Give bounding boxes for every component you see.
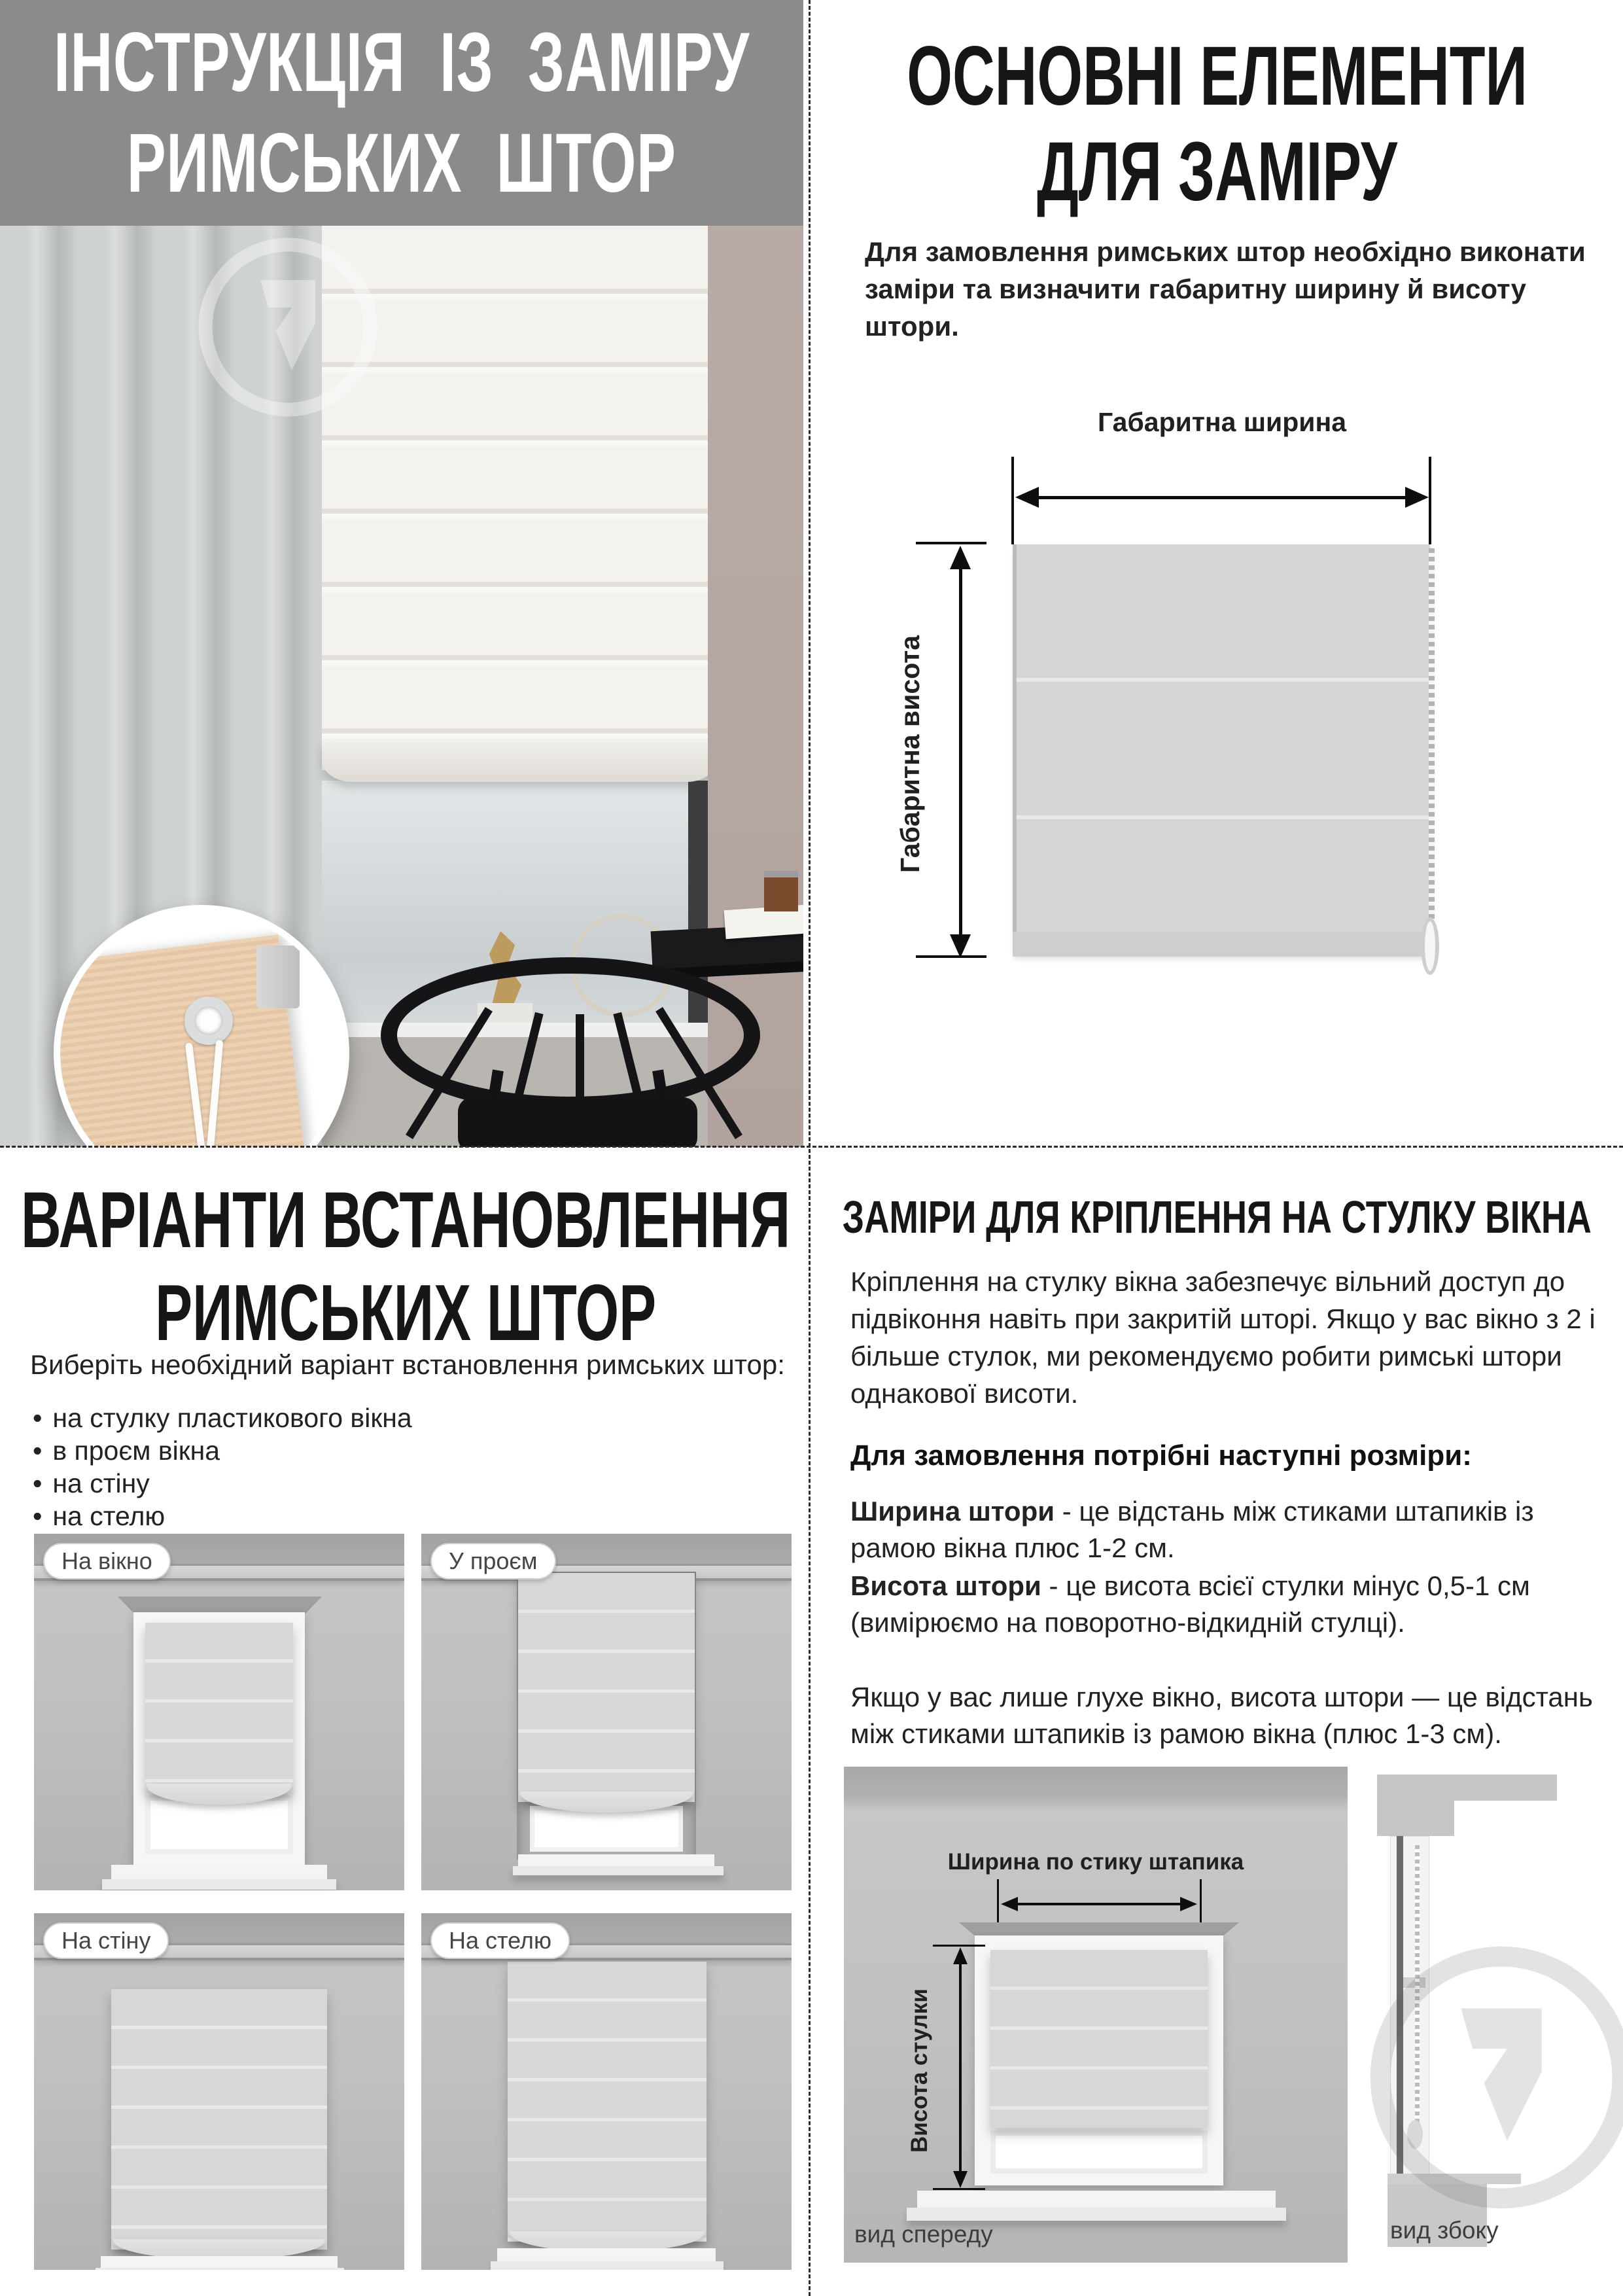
variant-label: На вікно — [61, 1547, 152, 1574]
page-title-line2: РИМСЬКИХ ШТОР — [127, 116, 676, 210]
sill-ledge-graphic — [1387, 2174, 1521, 2184]
width-term: Ширина штори — [850, 1496, 1055, 1527]
height-tick-bottom — [916, 955, 986, 958]
sash-height-label: Висота стулки — [907, 1988, 932, 2153]
width-tick-right — [1429, 457, 1431, 544]
window-glass-graphic — [990, 2130, 1208, 2174]
sill-graphic — [917, 2191, 1276, 2208]
variants-title — [0, 1174, 811, 1359]
sash-width-arrow-left-head — [1001, 1897, 1018, 1911]
page-title-line1: ІНСТРУКЦІЯ ІЗ ЗАМІРУ — [54, 15, 750, 109]
vertical-dashed-divider — [809, 0, 811, 2296]
sill-graphic — [111, 1865, 327, 1879]
height-tick-top — [916, 542, 986, 544]
sash-width-label: Ширина по стику штапика — [947, 1849, 1244, 1875]
sill-face-graphic — [102, 1879, 336, 1890]
variant-label-pill — [430, 1543, 556, 1580]
variant-label: У проєм — [449, 1547, 538, 1574]
sill-face-graphic — [513, 1866, 724, 1875]
opening-bevel-graphic — [959, 1922, 1239, 1937]
side-view-label: вид збоку — [1390, 2217, 1499, 2244]
variant-label-pill — [43, 1922, 169, 1959]
blind-chain-graphic — [1429, 548, 1435, 972]
variants-intro: Виберіть необхідний варіант встановлення римських штор: — [30, 1349, 785, 1380]
overall-height-label: Габаритна висота — [895, 635, 925, 873]
height-arrow-bottom-head — [950, 934, 971, 958]
sill-graphic — [518, 1854, 714, 1866]
sash-title — [811, 1192, 1623, 1243]
variant-image-wall — [34, 1913, 404, 2270]
section-title-line1: ОСНОВНІ ЕЛЕМЕНТИ — [907, 29, 1527, 123]
window-glass-graphic — [530, 1806, 683, 1852]
width-definition — [850, 1493, 1604, 1566]
sill-graphic — [101, 2256, 338, 2268]
blind-graphic — [990, 1950, 1208, 2128]
list-item — [33, 1467, 412, 1500]
blind-graphic — [145, 1623, 293, 1794]
variant-label: На стелю — [449, 1927, 551, 1954]
option-text: в проєм вікна — [52, 1436, 220, 1466]
instruction-title-banner — [0, 0, 803, 226]
blind-graphic — [518, 1573, 695, 1802]
sill-graphic — [497, 2248, 716, 2261]
window-profile-graphic — [1390, 1836, 1429, 2206]
height-arrow-top-head — [950, 546, 971, 569]
width-arrow-line — [1024, 496, 1420, 499]
blind-window-note: Якщо у вас лише глухе вікно, висота штори — це відстань між стиками штапиків із рамою вікна (плюс 1-3 см). — [850, 1682, 1593, 1749]
list-item — [33, 1500, 412, 1532]
front-view-label: вид спереду — [854, 2221, 993, 2248]
blind-chain-loop-graphic — [1421, 917, 1439, 975]
chain-graphic — [1415, 1845, 1420, 2125]
sash-width-arrow-right-head — [1180, 1897, 1197, 1911]
width-tick-left — [1011, 457, 1014, 544]
variant-image-ceiling — [421, 1913, 792, 2270]
room-photo — [0, 226, 803, 1147]
variant-image-window — [34, 1534, 404, 1890]
window-profile-inner-graphic — [1397, 1836, 1403, 2202]
variant-image-opening — [421, 1534, 792, 1890]
list-item — [33, 1402, 412, 1434]
height-definition — [850, 1568, 1604, 1641]
chain-loop-graphic — [1407, 2120, 1423, 2149]
section-title-line2: РИМСЬКИХ ШТОР — [155, 1267, 656, 1357]
width-definition-text: - це відстань між стиками штапиків із рамою вікна плюс 1-2 см. — [850, 1496, 1534, 1563]
sash-height-arrow-line — [959, 1960, 962, 2172]
eyelet-ring-graphic — [184, 997, 233, 1045]
sash-height-arrow-bottom-head — [953, 2171, 968, 2188]
sill-face-graphic — [491, 2261, 724, 2270]
mount-bracket-graphic — [1403, 1977, 1425, 1988]
pen-cup-graphic — [764, 871, 798, 911]
width-arrow-left-head — [1015, 487, 1039, 508]
main-elements-title — [811, 29, 1623, 220]
height-term: Висота штори — [850, 1570, 1041, 1601]
front-view-diagram — [844, 1767, 1348, 2263]
sash-paragraph: Кріплення на стулку вікна забезпечує вільний доступ до підвіконня навіть при закритій шторі. Якщо у вас вікно з 2 і більше стулок, ми рекомендуємо робити римські штори однакової висоти. — [850, 1266, 1596, 1409]
side-view-diagram — [1364, 1767, 1623, 2263]
sash-height-arrow-top-head — [953, 1947, 968, 1964]
roman-blind-hem-graphic — [322, 743, 717, 782]
blind-graphic — [508, 1962, 707, 2242]
sash-width-arrow-line — [1009, 1903, 1189, 1905]
mount-bracket-graphic — [256, 945, 300, 1008]
section-title-line1: ВАРІАНТИ ВСТАНОВЛЕННЯ — [20, 1175, 791, 1264]
roman-blind-photo-graphic — [322, 226, 717, 770]
sash-height-tick-bottom — [933, 2188, 985, 2190]
overall-width-label: Габаритна ширина — [1097, 407, 1347, 437]
sash-height-tick-top — [933, 1945, 985, 1947]
option-text: на стелю — [52, 1501, 166, 1531]
sizes-heading: Для замовлення потрібні наступні розміри: — [850, 1439, 1472, 1472]
height-definition-text: - це висота всієї стулки мінус 0,5-1 см (вимірюємо на поворотно-відкидній стулці). — [850, 1570, 1530, 1638]
option-text: на стулку пластикового вікна — [52, 1403, 412, 1433]
variant-label: На стіну — [61, 1927, 151, 1954]
main-elements-intro: Для замовлення римських штор необхідно виконати заміри та визначити габаритну ширину й висоту штори. — [865, 236, 1586, 342]
horizontal-dashed-divider — [0, 1146, 1623, 1148]
variants-option-list — [33, 1402, 412, 1532]
sill-face-graphic — [907, 2208, 1286, 2221]
blind-graphic — [111, 1989, 327, 2250]
variant-label-pill — [430, 1922, 570, 1959]
blind-diagram-hem-graphic — [1013, 932, 1430, 957]
list-item — [33, 1434, 412, 1467]
blind-diagram-graphic — [1013, 544, 1430, 957]
wall-section-graphic — [1377, 1775, 1454, 1836]
variant-label-pill — [43, 1543, 171, 1580]
sill-face-graphic — [96, 2268, 344, 2270]
option-text: на стіну — [52, 1468, 150, 1498]
opening-bevel-graphic — [118, 1597, 322, 1614]
width-arrow-right-head — [1405, 487, 1429, 508]
height-arrow-line — [959, 564, 962, 934]
section-title-line2: ДЛЯ ЗАМІРУ — [1037, 124, 1397, 219]
section-title: ЗАМІРИ ДЛЯ КРІПЛЕННЯ НА СТУЛКУ ВІКНА — [842, 1192, 1592, 1243]
